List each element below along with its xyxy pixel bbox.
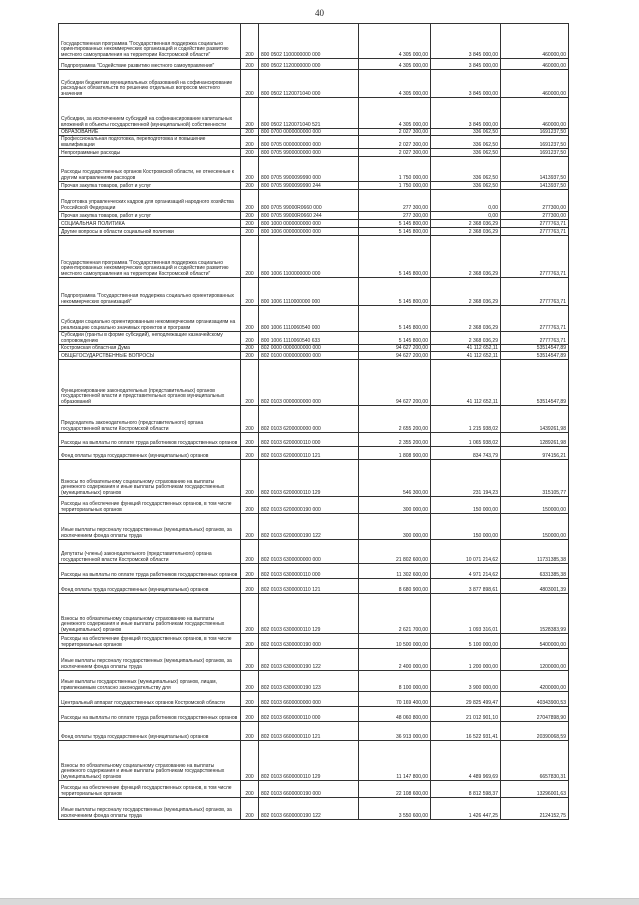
cell-executed-amount: 2 368 036,29 <box>431 228 501 236</box>
cell-name: Взносы по обязательному социальному страхованию на выплаты денежного содержания и иные выплаты работникам государственных (муниципальных) органов <box>59 460 241 497</box>
cell-remaining-amount: 315105,77 <box>501 460 569 497</box>
cell-budget-code: 800 1006 1110000000 000 <box>259 278 359 306</box>
cell-approved-amount: 21 802 600,00 <box>359 540 431 564</box>
cell-approved-amount: 10 500 000,00 <box>359 634 431 649</box>
cell-executed-amount: 16 522 931,41 <box>431 722 501 741</box>
table-row <box>59 306 569 332</box>
cell-executed-amount: 3 877 898,61 <box>431 579 501 594</box>
cell-name: СОЦИАЛЬНАЯ ПОЛИТИКА <box>59 220 241 228</box>
cell-budget-code: 800 1006 1100000000 000 <box>259 236 359 278</box>
table-row <box>59 190 569 212</box>
cell-remaining-amount: 2777763,71 <box>501 220 569 228</box>
cell-executed-amount: 2 368 036,29 <box>431 236 501 278</box>
cell-admin-code: 200 <box>241 190 259 212</box>
cell-admin-code: 200 <box>241 707 259 722</box>
cell-remaining-amount: 6657830,31 <box>501 741 569 781</box>
cell-name: Фонд оплаты труда государственных (муниципальных) органов <box>59 447 241 460</box>
cell-budget-code: 802 0103 6200000110 129 <box>259 460 359 497</box>
table-row <box>59 634 569 649</box>
cell-budget-code: 800 0705 99000R0660 244 <box>259 212 359 220</box>
cell-name: Фонд оплаты труда государственных (муниципальных) органов <box>59 722 241 741</box>
cell-admin-code: 200 <box>241 220 259 228</box>
cell-budget-code: 802 0103 6600000110 000 <box>259 707 359 722</box>
cell-admin-code: 200 <box>241 212 259 220</box>
table-row <box>59 447 569 460</box>
cell-approved-amount: 1 808 900,00 <box>359 447 431 460</box>
cell-budget-code: 802 0103 6200000190 000 <box>259 497 359 514</box>
cell-approved-amount: 1 750 000,00 <box>359 157 431 182</box>
cell-approved-amount: 5 145 800,00 <box>359 332 431 345</box>
cell-remaining-amount: 1413937,50 <box>501 182 569 190</box>
cell-budget-code: 802 0103 6300000110 000 <box>259 564 359 579</box>
cell-approved-amount: 2 027 300,00 <box>359 149 431 157</box>
cell-approved-amount: 4 305 000,00 <box>359 98 431 129</box>
cell-approved-amount: 70 169 400,00 <box>359 692 431 707</box>
cell-executed-amount: 336 062,50 <box>431 182 501 190</box>
cell-budget-code: 802 0103 6300000110 121 <box>259 579 359 594</box>
table-row <box>59 157 569 182</box>
cell-name: Прочая закупка товаров, работ и услуг <box>59 212 241 220</box>
table-row <box>59 433 569 447</box>
cell-remaining-amount: 460000,00 <box>501 98 569 129</box>
cell-remaining-amount: 2777763,71 <box>501 228 569 236</box>
cell-executed-amount: 1 200 000,00 <box>431 649 501 671</box>
cell-admin-code: 200 <box>241 228 259 236</box>
cell-budget-code: 802 0103 6300000110 129 <box>259 594 359 634</box>
cell-executed-amount: 2 368 036,29 <box>431 220 501 228</box>
cell-name: Подготовка управленческих кадров для организаций народного хозяйства Российской Федерации <box>59 190 241 212</box>
cell-budget-code: 800 1006 0000000000 000 <box>259 228 359 236</box>
cell-name: Государственная программа "Государственная поддержка социально ориентированных некоммерческих организаций и содействие развитию местного самоуправления на территории Костромской области" <box>59 24 241 59</box>
cell-remaining-amount: 4803001,39 <box>501 579 569 594</box>
cell-name: Иные выплаты персоналу государственных (муниципальных) органов, за исключением фонда оплаты труда <box>59 798 241 820</box>
cell-approved-amount: 4 305 000,00 <box>359 24 431 59</box>
cell-remaining-amount: 460000,00 <box>501 59 569 70</box>
table-row <box>59 594 569 634</box>
cell-name: Иные выплаты персоналу государственных (муниципальных) органов, за исключением фонда оплаты труда <box>59 514 241 540</box>
cell-remaining-amount: 40343900,53 <box>501 692 569 707</box>
cell-remaining-amount: 4200000,00 <box>501 671 569 692</box>
cell-remaining-amount: 460000,00 <box>501 24 569 59</box>
cell-budget-code: 800 1006 1110060540 633 <box>259 332 359 345</box>
cell-name: Иные выплаты государственных (муниципальных) органов, лицам, привлекаемым согласно законодательству для <box>59 671 241 692</box>
cell-budget-code: 800 0700 0000000000 000 <box>259 129 359 136</box>
cell-remaining-amount: 2777763,71 <box>501 332 569 345</box>
cell-admin-code: 200 <box>241 278 259 306</box>
cell-approved-amount: 2 027 300,00 <box>359 129 431 136</box>
cell-budget-code: 802 0103 0000000000 000 <box>259 360 359 406</box>
cell-name: ОБЩЕГОСУДАРСТВЕННЫЕ ВОПРОСЫ <box>59 352 241 360</box>
cell-executed-amount: 4 489 969,69 <box>431 741 501 781</box>
cell-executed-amount: 3 845 000,00 <box>431 98 501 129</box>
cell-remaining-amount: 277300,00 <box>501 212 569 220</box>
table-row <box>59 406 569 433</box>
cell-approved-amount: 3 550 600,00 <box>359 798 431 820</box>
cell-name: Прочая закупка товаров, работ и услуг <box>59 182 241 190</box>
cell-admin-code: 200 <box>241 649 259 671</box>
cell-admin-code: 200 <box>241 447 259 460</box>
table-row <box>59 579 569 594</box>
cell-approved-amount: 277 300,00 <box>359 212 431 220</box>
cell-budget-code: 800 1006 1110060540 000 <box>259 306 359 332</box>
table-row <box>59 345 569 352</box>
cell-executed-amount: 4 971 214,62 <box>431 564 501 579</box>
cell-approved-amount: 300 000,00 <box>359 497 431 514</box>
table-row <box>59 24 569 59</box>
cell-executed-amount: 834 743,79 <box>431 447 501 460</box>
cell-name: Профессиональная подготовка, переподготовка и повышение квалификации <box>59 136 241 149</box>
cell-executed-amount: 2 368 036,29 <box>431 332 501 345</box>
cell-remaining-amount: 974156,21 <box>501 447 569 460</box>
cell-budget-code: 800 0705 9900099990 244 <box>259 182 359 190</box>
cell-admin-code: 200 <box>241 136 259 149</box>
cell-admin-code: 200 <box>241 129 259 136</box>
cell-executed-amount: 336 062,50 <box>431 157 501 182</box>
table-row <box>59 136 569 149</box>
table-row <box>59 692 569 707</box>
cell-executed-amount: 21 012 901,10 <box>431 707 501 722</box>
cell-admin-code: 200 <box>241 781 259 798</box>
cell-admin-code: 200 <box>241 634 259 649</box>
cell-admin-code: 200 <box>241 540 259 564</box>
table-row <box>59 649 569 671</box>
cell-approved-amount: 1 750 000,00 <box>359 182 431 190</box>
table-row <box>59 798 569 820</box>
cell-admin-code: 200 <box>241 98 259 129</box>
table-row <box>59 540 569 564</box>
cell-name: Иные выплаты персоналу государственных (муниципальных) органов, за исключением фонда оплаты труда <box>59 649 241 671</box>
cell-remaining-amount: 6331385,38 <box>501 564 569 579</box>
cell-name: Расходы государственных органов Костромской области, не отнесенные к другим направлениям расходов <box>59 157 241 182</box>
cell-name: Расходы на выплаты по оплате труда работников государственных органов <box>59 564 241 579</box>
budget-table-body <box>59 24 569 820</box>
cell-approved-amount: 48 060 800,00 <box>359 707 431 722</box>
cell-admin-code: 200 <box>241 332 259 345</box>
cell-name: Расходы на обеспечение функций государственных органов, в том числе территориальных органов <box>59 497 241 514</box>
table-row <box>59 212 569 220</box>
table-row <box>59 236 569 278</box>
table-row <box>59 564 569 579</box>
viewer-bottom-bar <box>0 898 639 905</box>
cell-admin-code: 200 <box>241 149 259 157</box>
cell-budget-code: 800 0502 1120071040 521 <box>259 98 359 129</box>
cell-approved-amount: 546 300,00 <box>359 460 431 497</box>
cell-approved-amount: 5 145 800,00 <box>359 306 431 332</box>
cell-executed-amount: 150 000,00 <box>431 514 501 540</box>
cell-executed-amount: 41 112 652,11 <box>431 360 501 406</box>
cell-remaining-amount: 460000,00 <box>501 70 569 98</box>
cell-name: Подпрограмма "Государственная поддержка социально ориентированных некоммерческих организаций" <box>59 278 241 306</box>
cell-executed-amount: 3 845 000,00 <box>431 70 501 98</box>
table-row <box>59 460 569 497</box>
cell-approved-amount: 2 400 000,00 <box>359 649 431 671</box>
cell-remaining-amount: 1289261,98 <box>501 433 569 447</box>
cell-name: Председатель законодательного (представительного) органа государственной власти Костромской области <box>59 406 241 433</box>
cell-remaining-amount: 277300,00 <box>501 190 569 212</box>
cell-name: Расходы на выплаты по оплате труда работников государственных органов <box>59 707 241 722</box>
cell-executed-amount: 8 812 598,37 <box>431 781 501 798</box>
cell-approved-amount: 2 355 200,00 <box>359 433 431 447</box>
cell-name: Субсидии бюджетам муниципальных образований на софинансирование расходных обязательств по решению отдельных вопросов местного значения <box>59 70 241 98</box>
cell-name: Фонд оплаты труда государственных (муниципальных) органов <box>59 579 241 594</box>
cell-approved-amount: 300 000,00 <box>359 514 431 540</box>
cell-approved-amount: 2 655 200,00 <box>359 406 431 433</box>
table-row <box>59 220 569 228</box>
cell-remaining-amount: 150000,00 <box>501 514 569 540</box>
cell-name: Депутаты (члены) законодательного (представительного) органа государственной власти Костромской области <box>59 540 241 564</box>
cell-executed-amount: 29 825 499,47 <box>431 692 501 707</box>
cell-remaining-amount: 2124152,75 <box>501 798 569 820</box>
cell-budget-code: 802 0103 6200000110 000 <box>259 433 359 447</box>
cell-remaining-amount: 20390068,59 <box>501 722 569 741</box>
cell-admin-code: 200 <box>241 236 259 278</box>
table-row <box>59 741 569 781</box>
cell-remaining-amount: 1691237,50 <box>501 149 569 157</box>
cell-budget-code: 802 0103 6600000000 000 <box>259 692 359 707</box>
cell-name: Взносы по обязательному социальному страхованию на выплаты денежного содержания и иные выплаты работникам государственных (муниципальных) органов <box>59 741 241 781</box>
cell-admin-code: 200 <box>241 70 259 98</box>
cell-remaining-amount: 1691237,50 <box>501 136 569 149</box>
cell-budget-code: 800 0502 1100000000 000 <box>259 24 359 59</box>
cell-budget-code: 800 0705 99000R0660 000 <box>259 190 359 212</box>
table-row <box>59 514 569 540</box>
cell-executed-amount: 0,00 <box>431 190 501 212</box>
cell-approved-amount: 4 305 000,00 <box>359 59 431 70</box>
cell-name: Субсидии (гранты в форме субсидий), неподлежащие казначейскому сопровождению <box>59 332 241 345</box>
cell-remaining-amount: 11731385,38 <box>501 540 569 564</box>
cell-name: Подпрограмма "Содействие развитию местного самоуправления" <box>59 59 241 70</box>
cell-name: Субсидии социально ориентированным некоммерческим организациям на реализацию социально значимых проектов и программ <box>59 306 241 332</box>
cell-budget-code: 802 0103 6600000110 121 <box>259 722 359 741</box>
cell-executed-amount: 150 000,00 <box>431 497 501 514</box>
cell-name: Расходы на обеспечение функций государственных органов, в том числе территориальных органов <box>59 634 241 649</box>
table-row <box>59 707 569 722</box>
cell-admin-code: 200 <box>241 741 259 781</box>
cell-executed-amount: 1 065 938,02 <box>431 433 501 447</box>
cell-admin-code: 200 <box>241 306 259 332</box>
cell-executed-amount: 1 215 938,02 <box>431 406 501 433</box>
cell-executed-amount: 3 845 000,00 <box>431 24 501 59</box>
cell-remaining-amount: 1413937,50 <box>501 157 569 182</box>
table-row <box>59 360 569 406</box>
cell-executed-amount: 41 112 652,11 <box>431 345 501 352</box>
table-row <box>59 278 569 306</box>
cell-approved-amount: 22 108 600,00 <box>359 781 431 798</box>
cell-executed-amount: 2 368 036,29 <box>431 278 501 306</box>
cell-remaining-amount: 2777763,71 <box>501 306 569 332</box>
cell-remaining-amount: 53514547,89 <box>501 345 569 352</box>
cell-approved-amount: 5 145 800,00 <box>359 220 431 228</box>
cell-name: Субсидии, за исключением субсидий на софинансирование капитальных вложений в объекты государственной (муниципальной) собственности <box>59 98 241 129</box>
cell-executed-amount: 0,00 <box>431 212 501 220</box>
table-row <box>59 352 569 360</box>
cell-budget-code: 800 1000 0000000000 000 <box>259 220 359 228</box>
cell-budget-code: 802 0103 6300000000 000 <box>259 540 359 564</box>
cell-executed-amount: 2 368 036,29 <box>431 306 501 332</box>
cell-admin-code: 200 <box>241 722 259 741</box>
cell-remaining-amount: 2777763,71 <box>501 236 569 278</box>
table-row <box>59 671 569 692</box>
cell-budget-code: 800 0705 9900000000 000 <box>259 149 359 157</box>
table-row <box>59 59 569 70</box>
cell-budget-code: 802 0103 6300000190 000 <box>259 634 359 649</box>
cell-approved-amount: 94 627 200,00 <box>359 360 431 406</box>
cell-budget-code: 802 0103 6600000190 000 <box>259 781 359 798</box>
cell-executed-amount: 1 093 316,01 <box>431 594 501 634</box>
cell-budget-code: 800 0705 0000000000 000 <box>259 136 359 149</box>
cell-admin-code: 200 <box>241 345 259 352</box>
cell-remaining-amount: 27047898,90 <box>501 707 569 722</box>
table-row <box>59 182 569 190</box>
table-row <box>59 129 569 136</box>
cell-admin-code: 200 <box>241 157 259 182</box>
cell-budget-code: 800 0705 9900099990 000 <box>259 157 359 182</box>
cell-remaining-amount: 13296001,63 <box>501 781 569 798</box>
cell-approved-amount: 11 147 800,00 <box>359 741 431 781</box>
cell-budget-code: 802 0103 6600000110 129 <box>259 741 359 781</box>
table-row <box>59 497 569 514</box>
cell-executed-amount: 5 100 000,00 <box>431 634 501 649</box>
cell-budget-code: 802 0103 6200000110 121 <box>259 447 359 460</box>
cell-name: Непрограммные расходы <box>59 149 241 157</box>
budget-table <box>58 23 569 820</box>
cell-admin-code: 200 <box>241 564 259 579</box>
cell-remaining-amount: 1200000,00 <box>501 649 569 671</box>
cell-approved-amount: 5 145 800,00 <box>359 228 431 236</box>
cell-executed-amount: 41 112 652,11 <box>431 352 501 360</box>
cell-approved-amount: 5 145 800,00 <box>359 236 431 278</box>
cell-admin-code: 200 <box>241 24 259 59</box>
cell-budget-code: 802 0100 0000000000 000 <box>259 352 359 360</box>
table-row <box>59 228 569 236</box>
cell-approved-amount: 94 627 200,00 <box>359 345 431 352</box>
cell-name: Государственная программа "Государственная поддержка социально ориентированных некоммерческих организаций и содействие развитию местного самоуправления на территории Костромской области" <box>59 236 241 278</box>
cell-budget-code: 802 0103 6300000190 123 <box>259 671 359 692</box>
cell-executed-amount: 336 062,50 <box>431 136 501 149</box>
cell-approved-amount: 5 145 800,00 <box>359 278 431 306</box>
cell-budget-code: 802 0000 0000000000 000 <box>259 345 359 352</box>
cell-executed-amount: 336 062,50 <box>431 129 501 136</box>
cell-remaining-amount: 53514547,89 <box>501 360 569 406</box>
cell-approved-amount: 4 305 000,00 <box>359 70 431 98</box>
cell-approved-amount: 8 100 000,00 <box>359 671 431 692</box>
cell-admin-code: 200 <box>241 360 259 406</box>
cell-approved-amount: 277 300,00 <box>359 190 431 212</box>
cell-remaining-amount: 2777763,71 <box>501 278 569 306</box>
cell-admin-code: 200 <box>241 514 259 540</box>
cell-approved-amount: 94 627 200,00 <box>359 352 431 360</box>
cell-name: Функционирование законодательных (представительных) органов государственной власти и представительных органов муниципальных образований <box>59 360 241 406</box>
cell-name: Другие вопросы в области социальной политики <box>59 228 241 236</box>
cell-name: ОБРАЗОВАНИЕ <box>59 129 241 136</box>
cell-name: Расходы на обеспечение функций государственных органов, в том числе территориальных органов <box>59 781 241 798</box>
cell-executed-amount: 231 194,23 <box>431 460 501 497</box>
cell-name: Костромская областная Дума <box>59 345 241 352</box>
cell-remaining-amount: 1439261,98 <box>501 406 569 433</box>
cell-admin-code: 200 <box>241 798 259 820</box>
table-row <box>59 722 569 741</box>
table-row <box>59 98 569 129</box>
cell-admin-code: 200 <box>241 59 259 70</box>
cell-executed-amount: 10 071 214,62 <box>431 540 501 564</box>
table-row <box>59 70 569 98</box>
cell-executed-amount: 336 062,50 <box>431 149 501 157</box>
cell-admin-code: 200 <box>241 579 259 594</box>
cell-budget-code: 802 0103 6200000190 122 <box>259 514 359 540</box>
cell-remaining-amount: 1691237,50 <box>501 129 569 136</box>
cell-approved-amount: 2 621 700,00 <box>359 594 431 634</box>
cell-remaining-amount: 53514547,89 <box>501 352 569 360</box>
cell-approved-amount: 36 913 000,00 <box>359 722 431 741</box>
cell-admin-code: 200 <box>241 594 259 634</box>
cell-admin-code: 200 <box>241 352 259 360</box>
page-number: 40 <box>315 8 324 18</box>
cell-approved-amount: 11 302 600,00 <box>359 564 431 579</box>
cell-executed-amount: 3 845 000,00 <box>431 59 501 70</box>
cell-admin-code: 200 <box>241 671 259 692</box>
cell-name: Расходы на выплаты по оплате труда работников государственных органов <box>59 433 241 447</box>
cell-budget-code: 802 0103 6600000190 122 <box>259 798 359 820</box>
cell-executed-amount: 1 426 447,25 <box>431 798 501 820</box>
cell-name: Центральный аппарат государственных органов Костромской области <box>59 692 241 707</box>
cell-budget-code: 800 0502 1120000000 000 <box>259 59 359 70</box>
cell-name: Взносы по обязательному социальному страхованию на выплаты денежного содержания и иные выплаты работникам государственных (муниципальных) органов <box>59 594 241 634</box>
cell-remaining-amount: 5400000,00 <box>501 634 569 649</box>
cell-admin-code: 200 <box>241 692 259 707</box>
cell-admin-code: 200 <box>241 182 259 190</box>
cell-budget-code: 802 0103 6200000000 000 <box>259 406 359 433</box>
cell-admin-code: 200 <box>241 406 259 433</box>
table-row <box>59 332 569 345</box>
cell-remaining-amount: 1528383,99 <box>501 594 569 634</box>
cell-executed-amount: 3 900 000,00 <box>431 671 501 692</box>
cell-approved-amount: 8 680 900,00 <box>359 579 431 594</box>
cell-admin-code: 200 <box>241 497 259 514</box>
cell-budget-code: 802 0103 6300000190 122 <box>259 649 359 671</box>
table-row <box>59 781 569 798</box>
cell-approved-amount: 2 027 300,00 <box>359 136 431 149</box>
cell-admin-code: 200 <box>241 433 259 447</box>
table-row <box>59 149 569 157</box>
cell-budget-code: 800 0502 1120071040 000 <box>259 70 359 98</box>
cell-remaining-amount: 150000,00 <box>501 497 569 514</box>
cell-admin-code: 200 <box>241 460 259 497</box>
